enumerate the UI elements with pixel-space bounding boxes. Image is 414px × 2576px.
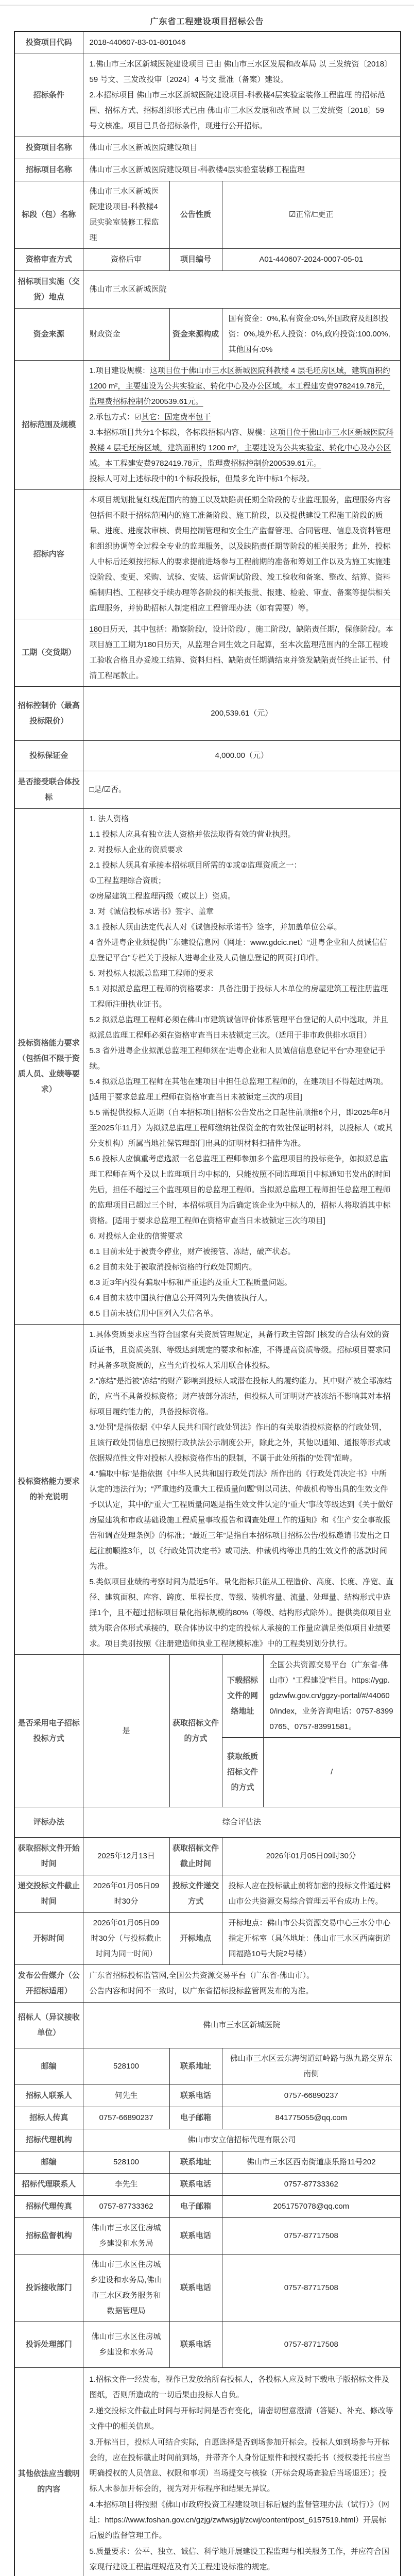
value-supervisor: 佛山市三水区住房城乡建设和水务局 <box>83 2218 169 2255</box>
value-complaint-receive-phone: 0757-87717508 <box>222 2255 401 2322</box>
row-investment-name <box>14 137 401 159</box>
label-project-number: 项目编号 <box>169 249 222 271</box>
label-location: 招标项目实施（交货）地点 <box>14 271 83 309</box>
value-location: 佛山市三水区新城医院 <box>83 271 401 309</box>
label-investment-code: 投资项目代码 <box>14 31 83 54</box>
value-other-contents: 1.招标文件一经发布，视作已发放给所有投标人，各投标人应及时下载电子版招标文件及图纸，否则所造成的一切后果由投标人自负。 2.递交投标文件截止时间与开标时间是否有变化，请密切留意澄清（答疑）、补充、修改等文件中的相关信息。 3.开标当日，投标人可结合实际，自愿选择是否到场参加开标会。投标人如到场参与开标会的，应在投标截止时间前到场，并带齐个人身份证原件和授权委托书（授权委托书应当明确授权的人员信息、权限和事项）当场提交与核验（开标会现场查验后当场退还）；投标人未参加开标会的，视为对开标程序和结果无异议。 4.本招标项目将按照《佛山市政府投资工程建设项目标后履约监督管理办法（试行）》（网址：https://www.foshan.gov.cn/gzjg/zwfwsjglj/zcwj/content/post_6157519.html）开展标后履约监督管理工作。 5.质量要求：公平、独立、诚信、科学地开展建设工程监理与相关服务工作，并应符合国家现行建设工程监理规范及有关工程建设标准的规定。 <box>83 2368 401 2576</box>
tender-announcement-table <box>14 31 401 2576</box>
label-postcode-2: 邮编 <box>14 2151 83 2174</box>
label-opening-place: 开标地点 <box>169 1913 222 1965</box>
label-funding-composition: 资金来源构成 <box>169 309 222 361</box>
row-scope <box>14 361 401 490</box>
label-opening-time: 开标时间 <box>14 1913 83 1965</box>
label-qualification-notes: 投标资格能力要求的补充说明 <box>14 1325 83 1655</box>
row-complaint-receive <box>14 2255 401 2322</box>
label-complaint-handle: 投诉处理部门 <box>14 2322 83 2368</box>
value-tenderee-email: 841775055@qq.com <box>222 2107 401 2129</box>
tender-conditions-p2: 2.本招标项目 佛山市三水区新城医院建设项目-科教楼4层实验室装修工程监理 的招标范围、招标方式、招标组织形式已由 佛山市三水区发展和改革局 以 三发统资〔2018〕59 号文核准。项目已具备招标条件，现进行公开招标。 <box>90 88 394 134</box>
row-funding <box>14 309 401 361</box>
value-qualification-method: 资格后审 <box>83 249 169 271</box>
label-doc-start-time: 获取招标文件开始时间 <box>14 1838 83 1875</box>
label-tenderee-phone: 联系电话 <box>169 2085 222 2107</box>
label-tender-name: 招标项目名称 <box>14 159 83 181</box>
row-supervisor <box>14 2218 401 2255</box>
label-agency: 招标代理机构 <box>14 2129 83 2151</box>
tender-conditions-p1: 1.佛山市三水区新城医院建设项目 已由 佛山市三水区发展和改革局 以 三发统资〔2018〕59 号文、三发改投审〔2024〕4 号文 批准（备案）建设。 <box>90 57 394 88</box>
label-control-price: 招标控制价（最高投标限价） <box>14 687 83 741</box>
value-scope <box>83 361 401 490</box>
label-download-address: 下载招标文件的网络地址 <box>222 1655 263 1738</box>
value-postcode-2: 528100 <box>83 2151 169 2174</box>
label-consortium: 是否接受联合体投标 <box>14 771 83 809</box>
label-agency-phone: 联系电话 <box>169 2174 222 2196</box>
label-agency-contact: 招标代理联系人 <box>14 2174 83 2196</box>
value-funding-source: 财政资金 <box>83 309 169 361</box>
value-submit-deadline: 2026年01月05日09时30分 <box>83 1875 169 1913</box>
value-tender-conditions <box>83 54 401 137</box>
row-qualification-notes <box>14 1325 401 1655</box>
value-investment-code: 2018-440607-83-01-801046 <box>83 31 401 54</box>
label-supervisor: 招标监督机构 <box>14 2218 83 2255</box>
value-content: 本项目规划批复红线范围内的施工以及缺陷责任期全阶段的专业监理服务，监理服务内容包括但不限于招标范围内的施工准备阶段、施工阶段，以及提供建设工程施工阶段的质量、进度、进度款审核、费用控制管理和安全生产监督管理、合同管理、信息及资料管理和组织协调等全过程全专业的监理服务，以及缺陷责任期等阶段的相关服务；此外，投标人中标后还须按招标人的要求提前进场参与工程前期的准备和筹划工作以及为施工实施建设阶段、变更、采购、试验、安装、运营调试阶段、竣工验收和备案、整改、结算、资料编制归档、工程移交手续办理等各阶段的相关报批、报建、检验、审查、备案等提供相关监理服务，并协助招标人制定相应工程管理办法（如有需要）等。 <box>83 490 401 619</box>
value-agency: 佛山市安立信招标代理有限公司 <box>83 2129 401 2151</box>
row-qualification-method <box>14 249 401 271</box>
value-qualification-notes: 1.具体资质要求应当符合国家有关资质管理规定，具备行政主管部门核发的合法有效的资质证书，且资质类别、等级达到规定的要求和标准，不得提高资质等级。招标项目要求同时具备多项资质的，应当允许投标人采用联合体投标。 2.“冻结”是指被“冻结”的财产影响到投标人或潜在投标人的履约能力。其中财产被全部冻结的，应当不具备投标资格；财产被部分冻结，但投标人可证明财产被冻结不影响其对本招标项目履约能力的，具备投标资格。 3.“处罚”是指依据《中华人民共和国行政处罚法》作出的有关取消投标资格的行政处罚，且该行政处罚信息已按照行政执法公示制度公开，除此之外，其他以通知、通报等形式或依据规范性文件对投标人投标资格作出的限制，不属于此处所指的“处罚”范畴。 4.“骗取中标”是指依据《中华人民共和国行政处罚法》所作出的《行政处罚决定书》中所认定的违法行为；“严重违约及重大工程质量问题”则以司法、仲裁机构等出具的生效文件予以认定，其中的“重大”工程质量问题是指生效文件认定的“重大”事故等级达到《关于做好房屋建筑和市政基础设施工程质量事故报告和调查处理工作的通知》和《生产安全事故报告和调查处理条例》的标准；“最近三年”是指自本招标项目招标公告/投标邀请书发出之日起往前顺推3年，以《行政处罚决定书》或司法、仲裁机构等出具的生效文件的落款时间为准。 5.类似项目业绩的考察时间为最近5年。量化指标只能从工程造价、高度、长度、净宽、直径、建筑面积、库容、跨度、里程长度、等级、装机容量、流量、处理量、结构形式中选择1个，且不超过招标项目量化指标规模的80%（等级、结构形式除外）。提供类似项目业绩为联合体形式承接的，联合体协议中约定的投标人承接的工作量应满足类似项目业绩要求。项目类别按照《注册建造师执业工程规模标准》中的工程类别划分执行。 <box>83 1325 401 1655</box>
value-opening-time: 2026年01月05日09时30分（与投标截止时间为同一时间） <box>83 1913 169 1965</box>
label-evaluation-method: 评标办法 <box>14 1807 83 1838</box>
label-scope: 招标范围及规模 <box>14 361 83 490</box>
row-contact-1 <box>14 2085 401 2107</box>
label-tenderee-contact: 招标人联系人 <box>14 2085 83 2107</box>
value-doc-end-time: 2026年01月05日09时30分 <box>222 1838 401 1875</box>
label-submit-method: 投标文件递交方式 <box>169 1875 222 1913</box>
row-section-package <box>14 181 401 249</box>
row-electronic-bidding <box>14 1655 401 1738</box>
value-agency-contact: 李先生 <box>83 2174 169 2196</box>
scope-p1: 1.项目建设规模：这项目位于佛山市三水区新城医院科教楼 4 层毛坯房区域，建筑面积约 1200 m²，主要建设为公共实验室、转化中心及办公区域。本工程建安费9782419.78元，监理费招标控制价200539.61元。 <box>90 363 394 410</box>
label-investment-name: 投资项目名称 <box>14 137 83 159</box>
label-address-1: 联系地址 <box>169 2048 222 2085</box>
value-bid-bond: 4,000.00（元） <box>83 741 401 771</box>
value-agency-fax: 0757-87733362 <box>83 2196 169 2218</box>
row-consortium <box>14 771 401 809</box>
value-address-1: 佛山市三水区云东海街道虹岭路与纵九路交界东南侧 <box>222 2048 401 2085</box>
value-section-package: 佛山市三水区新城医院建设项目-科教楼4层实验室装修工程监理 <box>83 181 169 249</box>
value-control-price: 200,539.61（元） <box>83 687 401 741</box>
value-announcement-media: 广东省招标投标监管网,全国公共资源交易平台（广东省·佛山市）。 公告内容和时间不一致时，以广东省招标投标监管网发布的为准。 <box>83 1965 401 2003</box>
label-paper-doc: 获取纸质招标文件的方式 <box>222 1738 263 1807</box>
value-project-number: A01-440607-2024-0007-05-01 <box>222 249 401 271</box>
row-bid-bond <box>14 741 401 771</box>
label-funding-source: 资金来源 <box>14 309 83 361</box>
value-opening-place: 开标地点：佛山市公共资源交易中心三水分中心指定开标室（具体地址：佛山市三水区西南街道同福路10号大院2号楼） <box>222 1913 401 1965</box>
row-evaluation-method <box>14 1807 401 1838</box>
row-announcement-media <box>14 1965 401 2003</box>
scope-p2: 2.承包方式：☑其它：固定费率包干 <box>90 410 394 425</box>
value-paper-doc: / <box>263 1738 401 1807</box>
label-postcode-1: 邮编 <box>14 2048 83 2085</box>
label-address-2: 联系地址 <box>169 2151 222 2174</box>
label-duration: 工期（交货期） <box>14 619 83 687</box>
scope-p4: 投标人可对上述标段中的1个标段投标，但最多允许中标1个标段。 <box>90 471 394 487</box>
value-complaint-handle: 佛山市三水区住房城乡建设和水务局 <box>83 2322 169 2368</box>
value-evaluation-method: 综合评估法 <box>83 1807 401 1838</box>
row-content <box>14 490 401 619</box>
row-duration <box>14 619 401 687</box>
label-tenderee-email: 电子邮箱 <box>169 2107 222 2129</box>
label-supervisor-phone: 联系电话 <box>169 2218 222 2255</box>
value-agency-email: 2051757078@qq.com <box>222 2196 401 2218</box>
value-notice-nature: ☑正常/□更正 <box>222 181 401 249</box>
label-tenderee-fax: 招标人传真 <box>14 2107 83 2129</box>
row-investment-code <box>14 31 401 54</box>
value-tenderee: 佛山市三水区新城医院 <box>83 2003 401 2048</box>
row-tender-name <box>14 159 401 181</box>
row-tender-conditions <box>14 54 401 137</box>
value-tender-name: 佛山市三水区新城医院建设项目-科教楼4层实验室装修工程监理 <box>83 159 401 181</box>
label-tenderee: 招标人（异议接收单位） <box>14 2003 83 2048</box>
label-complaint-handle-phone: 联系电话 <box>169 2322 222 2368</box>
page-top-divider <box>0 5 414 6</box>
label-qualification-requirements: 投标资格能力要求（包括但不限于资质人员、业绩等要求） <box>14 809 83 1325</box>
value-tenderee-phone: 0757-66890237 <box>222 2085 401 2107</box>
value-investment-name: 佛山市三水区新城医院建设项目 <box>83 137 401 159</box>
row-contact-2 <box>14 2174 401 2196</box>
row-tenderee <box>14 2003 401 2048</box>
row-other-contents <box>14 2368 401 2576</box>
value-address-2: 佛山市三水区西南街道康乐路11号202 <box>222 2151 401 2174</box>
row-postcode-1 <box>14 2048 401 2085</box>
value-electronic-bidding: 是 <box>83 1655 169 1807</box>
label-submit-deadline: 递交投标文件截止时间 <box>14 1875 83 1913</box>
value-submit-method: 投标人应在投标截止前将加密的投标文件通过佛山市公共资源交易综合管理云平台成功上传。 <box>222 1875 401 1913</box>
label-notice-nature: 公告性质 <box>169 181 222 249</box>
label-content: 招标内容 <box>14 490 83 619</box>
value-tenderee-fax: 0757-66890237 <box>83 2107 169 2129</box>
row-fax-2 <box>14 2196 401 2218</box>
label-section-package: 标段（包）名称 <box>14 181 83 249</box>
value-qualification-requirements: 1. 法人资格 1.1 投标人应具有独立法人资格并依法取得有效的营业执照。 2. 对投标人企业的资质要求 2.1 投标人须具有承接本招标项目所需的①或②监理资质之一： ①工程监理综合资质； ②房屋建筑工程监理丙级（或以上）资质。 3. 对《诚信投标承诺书》签字、盖章 3.1 投标人须由法定代表人对《诚信投标承诺书》签字，并加盖单位公章。 4 省外进粤企业须提供广东建设信息网（网址：www.gdcic.net）“进粤企业和人员诚信信息登记平台”专栏关于投标人进粤企业及人员信息登记的网页打印件。 5. 对投标人拟派总监理工程师的要求 5.1 对拟派总监理工程师的资格要求：具备注册于投标人本单位的房屋建筑工程注册监理工程师注册执业证书。 5.2 拟派总监理工程师必须在佛山市建筑诚信评价体系管理平台登记的人员中选取，并且拟派总监理工程师必须在资格审查当日未被锁定三次。（适用于非市政供排水项目） 5.3 省外进粤企业拟派总监理工程师须在“进粤企业和人员诚信信息登记平台”办理登记手续。 5.4 拟派总监理工程师在其他在建项目中担任总监理工程师的，在建项目不得超过两项。[适用于要求总监理工程师在资格审查当日未被锁定三次的项目] 5.5 需提供投标人近期（自本招标项目招标公告发出之日起往前顺推6个月，即2025年6月至2025年11月）为拟派总监理工程师缴纳社保资金的有效社保证明材料，以投标人（或其分支机构）所属当地社保管理部门出具的证明材料扫描件为准。 5.6 投标人应慎重考虑选派一名总监理工程师参加多个监理项目的投标竞争，如拟派总监理工程师在两个及以上监理项目均中标的，只能按照不同监理项目中标通知书发出的时间先后，担任不超过三个监理项目的总监理工程师。当拟派总监理工程师担任总监理工程师的监理项目已超过三个时，本招标项目为后确定该企业为中标人的，招标人将取消其中标资格。[适用于要求总监理工程师在资格审查当日未被锁定三次的项目] 6. 对投标人企业的信誉要求 6.1 目前未处于被责令停业，财产被接管、冻结，破产状态。 6.2 目前未处于被取消投标资格的行政处罚期内。 6.3 近3年内没有骗取中标和严重违约及重大工程质量问题。 6.4 目前未被中国执行信息公开网列为失信被执行人。 6.5 目前未被信用中国列入失信名单。 <box>83 809 401 1325</box>
row-qualification-requirements <box>14 809 401 1325</box>
label-agency-fax: 招标代理传真 <box>14 2196 83 2218</box>
value-tenderee-contact: 何先生 <box>83 2085 169 2107</box>
row-complaint-handle <box>14 2322 401 2368</box>
label-tender-conditions: 招标条件 <box>14 54 83 137</box>
label-doc-obtain-method: 获取招标文件的方式 <box>169 1655 222 1807</box>
row-fax-1 <box>14 2107 401 2129</box>
value-funding-composition: 国有资金：0%,私有资金:0%,外国政府及组织投资：0%,境外私人投资：0%,政府投资:100.00%,其他国有:0% <box>222 309 401 361</box>
value-complaint-receive: 佛山市三水区住房城乡建设和水务局,佛山市三水区政务服务和数据管理局 <box>83 2255 169 2322</box>
row-agency <box>14 2129 401 2151</box>
value-postcode-1: 528100 <box>83 2048 169 2085</box>
scope-p3: 3.本招标项目共分1个标段，各标段招标内容、规模：这项目位于佛山市三水区新城医院科教楼 4 层毛坯房区域，建筑面积约 1200 m²，主要建设为公共实验室、转化中心及办公区域。本工程建安费9782419.78元，监理费招标控制价200539.61元。 <box>90 425 394 471</box>
label-doc-end-time: 获取招标文件截止时间 <box>169 1838 222 1875</box>
label-agency-email: 电子邮箱 <box>169 2196 222 2218</box>
row-control-price <box>14 687 401 741</box>
label-complaint-receive-phone: 联系电话 <box>169 2255 222 2322</box>
row-location <box>14 271 401 309</box>
row-postcode-2 <box>14 2151 401 2174</box>
value-supervisor-phone: 0757-87717508 <box>222 2218 401 2255</box>
label-announcement-media: 发布公告媒介（公开招标适用） <box>14 1965 83 2003</box>
value-doc-start-time: 2025年12月13日 <box>83 1838 169 1875</box>
label-qualification-method: 资格审查方式 <box>14 249 83 271</box>
row-doc-time <box>14 1838 401 1875</box>
label-other-contents: 其他依法应当载明的内容 <box>14 2368 83 2576</box>
duration-text: 180日历天，其中包括：勘察阶段/，设计阶段/ ，施工阶段/，缺陷责任期/，保修阶段/。本项目施工工期为180日历天，从监理合同生效之日起算，至本次监理范围内的全部工程竣工验收合格且办妥竣工结算、资料归档、缺陷责任期满结束并签发缺陷责任终止证书、付清工程尾款止。 <box>90 622 394 684</box>
page-title: 广东省工程建设项目招标公告 <box>0 15 414 27</box>
value-duration <box>83 619 401 687</box>
label-complaint-receive: 投诉接收部门 <box>14 2255 83 2322</box>
value-agency-phone: 0757-87733362 <box>222 2174 401 2196</box>
label-electronic-bidding: 是否采用电子招标投标方式 <box>14 1655 83 1807</box>
value-complaint-handle-phone: 0757-87717508 <box>222 2322 401 2368</box>
value-consortium: □是/☑否。 <box>83 771 401 809</box>
value-download-address: 全国公共资源交易平台（广东省·佛山市）“工程建设”栏目。https://ygp.gdzwfw.gov.cn/ggzy-portal/#/440600/index，业务咨询电话：0757-83990765、0757-83991581。 <box>263 1655 401 1738</box>
label-bid-bond: 投标保证金 <box>14 741 83 771</box>
row-opening <box>14 1913 401 1965</box>
row-submit <box>14 1875 401 1913</box>
